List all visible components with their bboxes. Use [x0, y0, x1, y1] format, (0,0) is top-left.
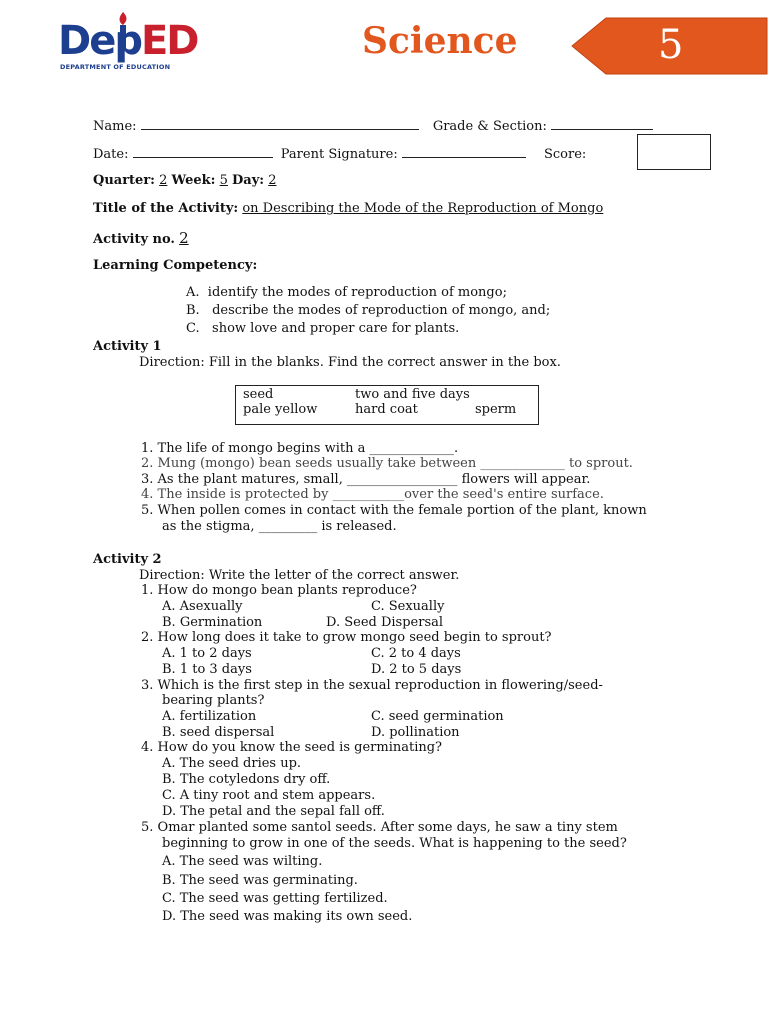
choice: D. Seed Dispersal: [326, 615, 444, 630]
choice: A. The seed dries up.: [162, 756, 302, 771]
score-box[interactable]: [637, 134, 711, 170]
logo-subtext: DEPARTMENT OF EDUCATION: [60, 63, 171, 71]
choice: B. seed dispersal: [162, 725, 275, 740]
question-5-continued: beginning to grow in one of the seeds. What is happening to the seed?: [162, 836, 627, 851]
choice: B. The cotyledons dry off.: [162, 772, 331, 787]
activity1-item: 1. The life of mongo begins with a _____________.: [141, 441, 459, 456]
competency-a: A. identify the modes of reproduction of mongo;: [186, 285, 507, 300]
choice: C. seed germination: [371, 709, 504, 724]
question-3-continued: bearing plants?: [162, 693, 265, 708]
name-row: Name: Grade & Section:: [93, 117, 653, 135]
activity1-direction: Direction: Fill in the blanks. Find the correct answer in the box.: [139, 355, 561, 370]
activity2-direction: Direction: Write the letter of the correct answer.: [139, 568, 460, 583]
choice: B. Germination: [162, 615, 263, 630]
word-box: [235, 385, 539, 425]
activity-title-row: Title of the Activity: on Describing the Mode of the Reproduction of Mongo: [93, 201, 604, 216]
question-4: 4. How do you know the seed is germinating?: [141, 740, 443, 755]
competency-c: C. show love and proper care for plants.: [186, 321, 460, 336]
choice: B. The seed was germinating.: [162, 873, 358, 888]
choice: C. The seed was getting fertilized.: [162, 891, 388, 906]
choice: B. 1 to 3 days: [162, 662, 252, 677]
choice: C. Sexually: [371, 599, 445, 614]
activity1-title: Activity 1: [93, 339, 162, 354]
choice: C. A tiny root and stem appears.: [162, 788, 376, 803]
choice: A. The seed was wilting.: [162, 854, 323, 869]
choice: A. fertilization: [162, 709, 257, 724]
learning-competency-label: Learning Competency:: [93, 258, 258, 273]
subject-title: Science: [362, 20, 518, 62]
activity1-item: 2. Mung (mongo) bean seeds usually take between _____________ to sprout.: [141, 456, 633, 471]
choice: C. 2 to 4 days: [371, 646, 461, 661]
parent-signature-field[interactable]: [402, 145, 526, 158]
question-2: 2. How long does it take to grow mongo seed begin to sprout?: [141, 630, 552, 645]
question-3: 3. Which is the first step in the sexual reproduction in flowering/seed-: [141, 678, 603, 693]
choice: D. The petal and the sepal fall off.: [162, 804, 385, 819]
choice: A. Asexually: [162, 599, 243, 614]
word-choice: two and five days: [355, 387, 470, 402]
word-choice: seed: [243, 387, 274, 402]
deped-logo: [58, 10, 198, 76]
question-5: 5. Omar planted some santol seeds. After some days, he saw a tiny stem: [141, 820, 618, 835]
choice: D. The seed was making its own seed.: [162, 909, 413, 924]
activity2-title: Activity 2: [93, 552, 162, 567]
choice: D. 2 to 5 days: [371, 662, 462, 677]
activity1-item: 4. The inside is protected by ___________over the seed's entire surface.: [141, 487, 604, 502]
activity-no-row: Activity no. 2: [93, 229, 189, 247]
activity1-item: 5. When pollen comes in contact with the female portion of the plant, known: [141, 503, 647, 518]
date-row: Date: Parent Signature: Score:: [93, 147, 587, 162]
choice: A. 1 to 2 days: [162, 646, 252, 661]
grade-section-field[interactable]: [551, 117, 653, 130]
choice: D. pollination: [371, 725, 460, 740]
page-header: [0, 0, 768, 90]
activity1-item-continued: as the stigma, _________ is released.: [162, 519, 397, 534]
logo-wordmark: DepED: [58, 18, 198, 64]
schedule-row: Quarter: 2 Week: 5 Day: 2: [93, 173, 277, 188]
activity1-item: 3. As the plant matures, small, _________________ flowers will appear.: [141, 472, 591, 487]
competency-b: B. describe the modes of reproduction of mongo, and;: [186, 303, 551, 318]
date-field[interactable]: [133, 145, 273, 158]
word-choice: pale yellow: [243, 402, 318, 417]
name-field[interactable]: [141, 117, 419, 130]
word-choice: hard coat: [355, 402, 418, 417]
question-1: 1. How do mongo bean plants reproduce?: [141, 583, 417, 598]
word-choice: sperm: [475, 402, 517, 417]
grade-number: 5: [658, 22, 684, 68]
